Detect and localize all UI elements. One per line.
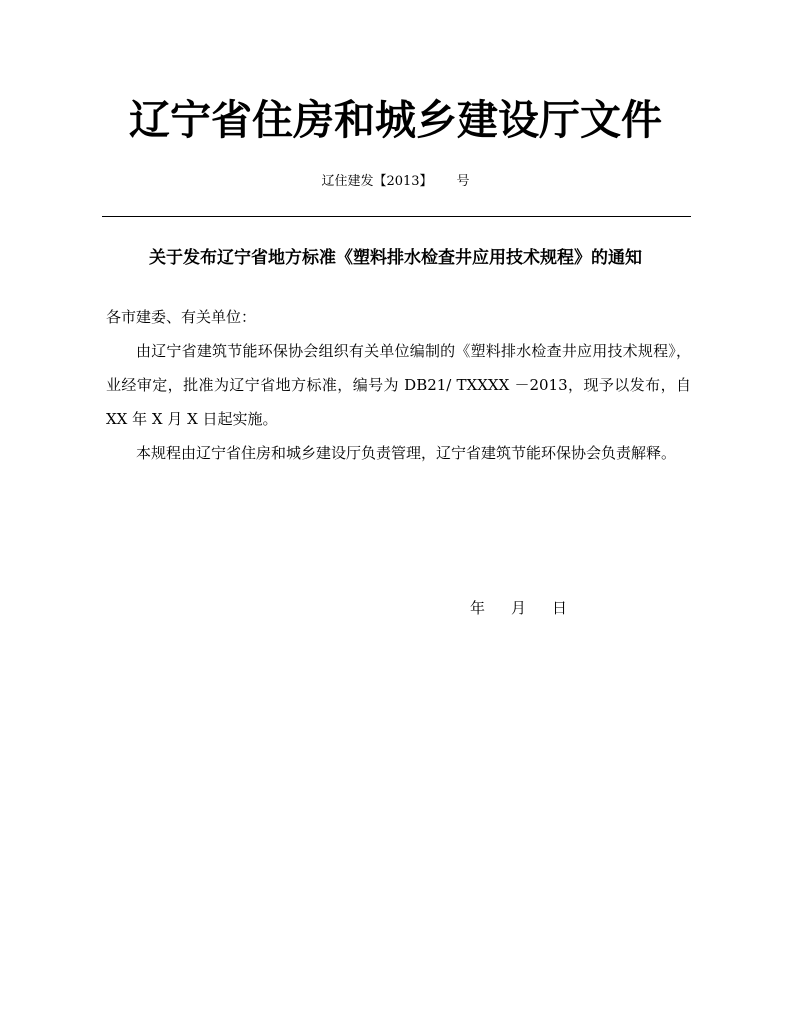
document-number-suffix: 号 [456,174,470,189]
document-number [0,173,791,191]
document-number-prefix: 辽住建发【2013】 [321,174,433,189]
day-label: 日 [552,599,568,617]
notice-title: 关于发布辽宁省地方标准《塑料排水检查井应用技术规程》的通知 [149,248,642,268]
paragraph-approval: 由辽宁省建筑节能环保协会组织有关单位编制的《塑料排水检查井应用技术规程》，业经审定，批准为辽宁省地方标准，编号为 DB21/ TXXXX －2013，现予以发布，自 XX 年 X 月 X 日起实施。 [106,342,691,428]
notice-body [106,300,691,470]
document-header-title: 辽宁省住房和城乡建设厅文件 [129,96,662,144]
paragraph-responsibility: 本规程由辽宁省住房和城乡建设厅负责管理，辽宁省建筑节能环保协会负责解释。 [136,444,677,462]
header-divider [102,216,691,217]
year-label: 年 [470,599,486,617]
month-label: 月 [511,599,527,617]
date-line [470,596,567,620]
salutation: 各市建委、有关单位： [106,308,257,326]
